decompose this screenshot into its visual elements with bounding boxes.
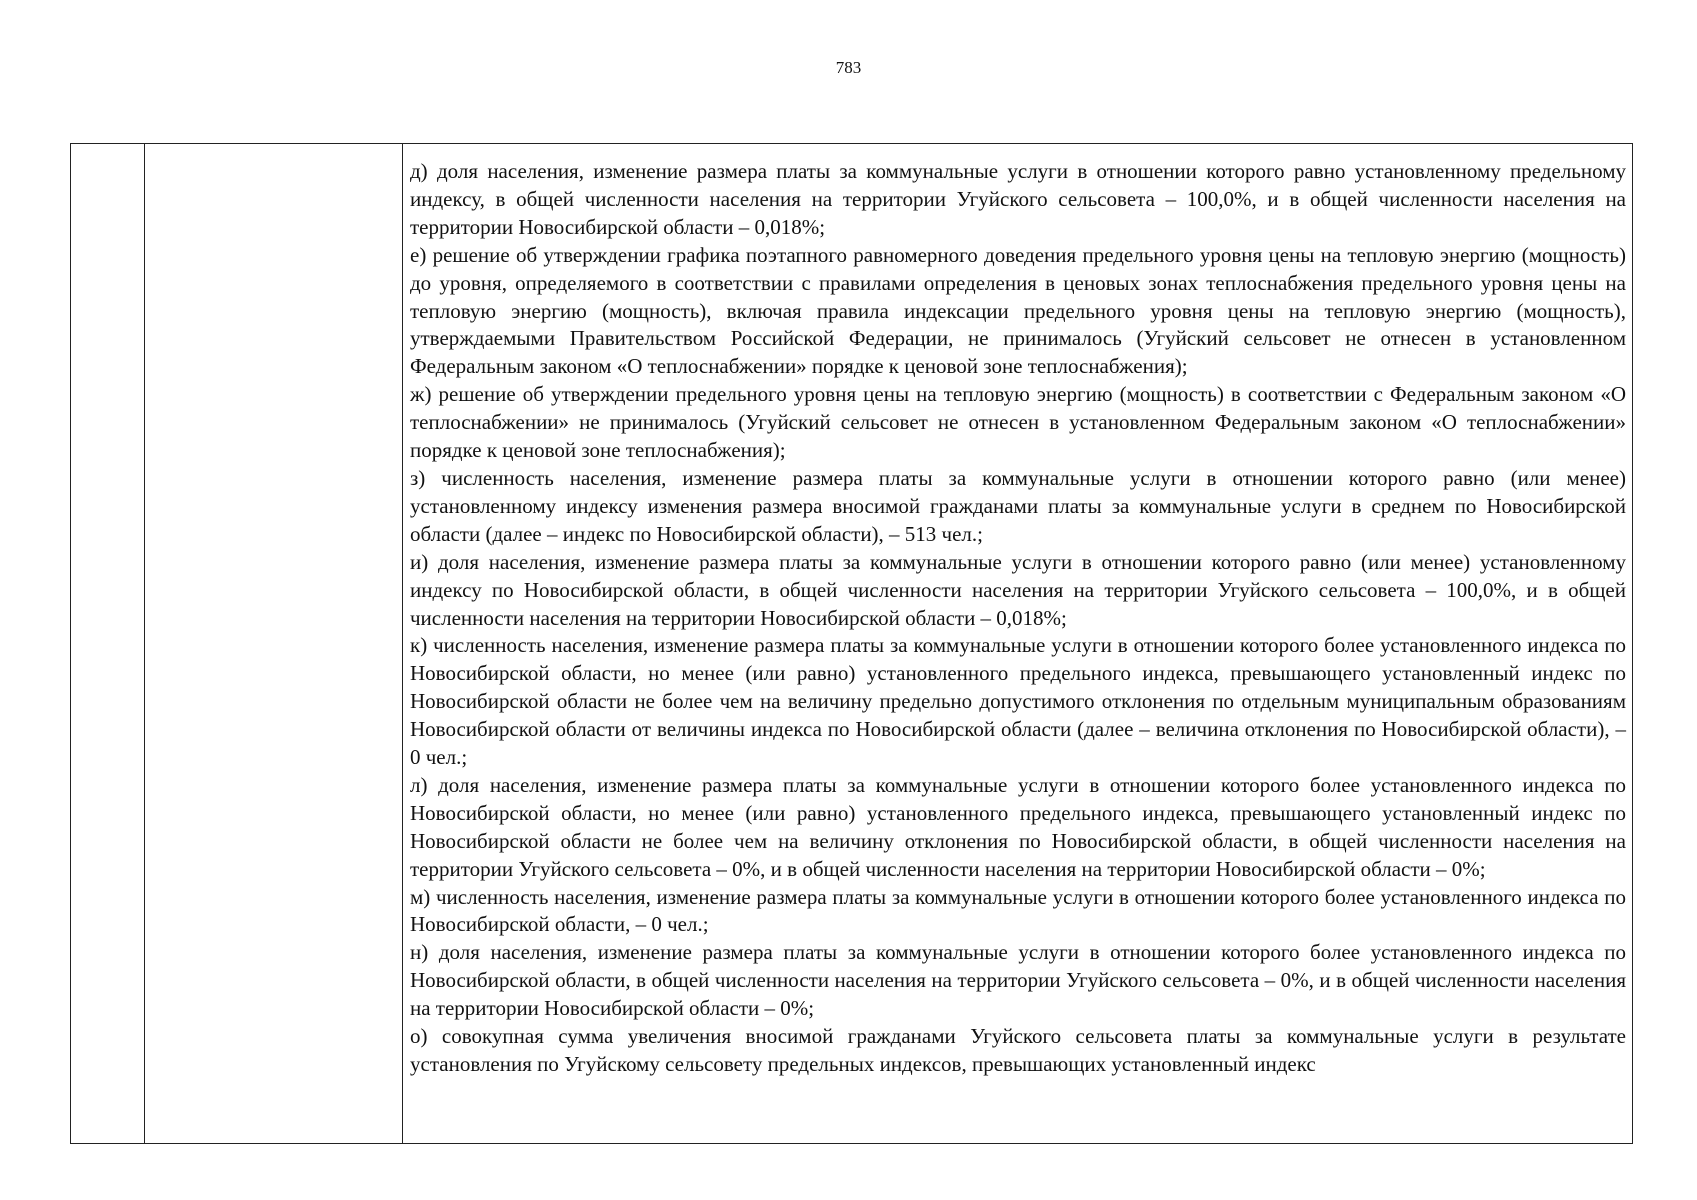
page-number: 783 [835,58,862,77]
content-cell [403,144,1633,1144]
paragraph-e: е) решение об утверждении графика поэтапного равномерного доведения предельного уровня цены на тепловую энергию (мощность) до уровня, определяемого в соответствии с правилами определения в ценовых зонах теплоснабжения предельного уровня цены на тепловую энергию (мощность), включая правила индексации предельного уровня цены на тепловую энергию (мощность), утверждаемыми Правительством Российской Федерации, не принималось (Угуйский сельсовет не отнесен в установленном Федеральным законом «О теплоснабжении» порядке к ценовой зоне теплоснабжения); [410,242,1626,379]
paragraph-l: л) доля населения, изменение размера платы за коммунальные услуги в отношении которого более установленного индекса по Новосибирской области, но менее (или равно) установленного предельного индекса, превышающего установленный индекс по Новосибирской области не более чем на величину отклонения по Новосибирской области, в общей численности населения на территории Угуйского сельсовета – 0%, и в общей численности населения на территории Новосибирской области – 0%; [410,772,1626,881]
paragraph-o: о) совокупная сумма увеличения вносимой гражданами Угуйского сельсовета платы за коммунальные услуги в результате установления по Угуйскому сельсовету предельных индексов, превышающих установленный индекс [410,1024,1626,1076]
content-text [403,144,1632,1079]
paragraph-i: и) доля населения, изменение размера платы за коммунальные услуги в отношении которого равно (или менее) установленному индексу по Новосибирской области, в общей численности населения на территории Угуйского сельсовета – 100,0%, и в общей численности населения на территории Новосибирской области – 0,018%; [410,549,1626,630]
paragraph-k: к) численность населения, изменение размера платы за коммунальные услуги в отношении которого более установленного индекса по Новосибирской области, но менее (или равно) установленного предельного индекса, превышающего установленный индекс по Новосибирской области не более чем на величину предельно допустимого отклонения по отдельным муниципальным образованиям Новосибирской области от величины индекса по Новосибирской области (далее – величина отклонения по Новосибирской области), – 0 чел.; [410,633,1626,770]
name-cell [145,144,403,1144]
paragraph-m: м) численность населения, изменение размера платы за коммунальные услуги в отношении которого более установленного индекса по Новосибирской области, – 0 чел.; [410,884,1626,937]
paragraph-z: з) численность населения, изменение размера платы за коммунальные услуги в отношении которого равно (или менее) установленному индексу изменения размера вносимой гражданами платы за коммунальные услуги в среднем по Новосибирской области (далее – индекс по Новосибирской области), – 513 чел.; [410,465,1626,546]
paragraph-d: д) доля населения, изменение размера платы за коммунальные услуги в отношении которого равно установленному предельному индексу, в общей численности населения на территории Угуйского сельсовета – 100,0%, и в общей численности населения на территории Новосибирской области – 0,018%; [410,159,1626,239]
table-row [71,144,1633,1144]
paragraph-zh: ж) решение об утверждении предельного уровня цены на тепловую энергию (мощность) в соответствии с Федеральным законом «О теплоснабжении» не принималось (Угуйский сельсовет не отнесен в установленном Федеральным законом «О теплоснабжении» порядке к ценовой зоне теплоснабжения); [410,382,1626,463]
document-table [70,143,1633,1144]
number-cell [71,144,145,1144]
paragraph-n: н) доля населения, изменение размера платы за коммунальные услуги в отношении которого более установленного индекса по Новосибирской области, в общей численности населения на территории Угуйского сельсовета – 0%, и в общей численности населения на территории Новосибирской области – 0%; [410,940,1626,1021]
